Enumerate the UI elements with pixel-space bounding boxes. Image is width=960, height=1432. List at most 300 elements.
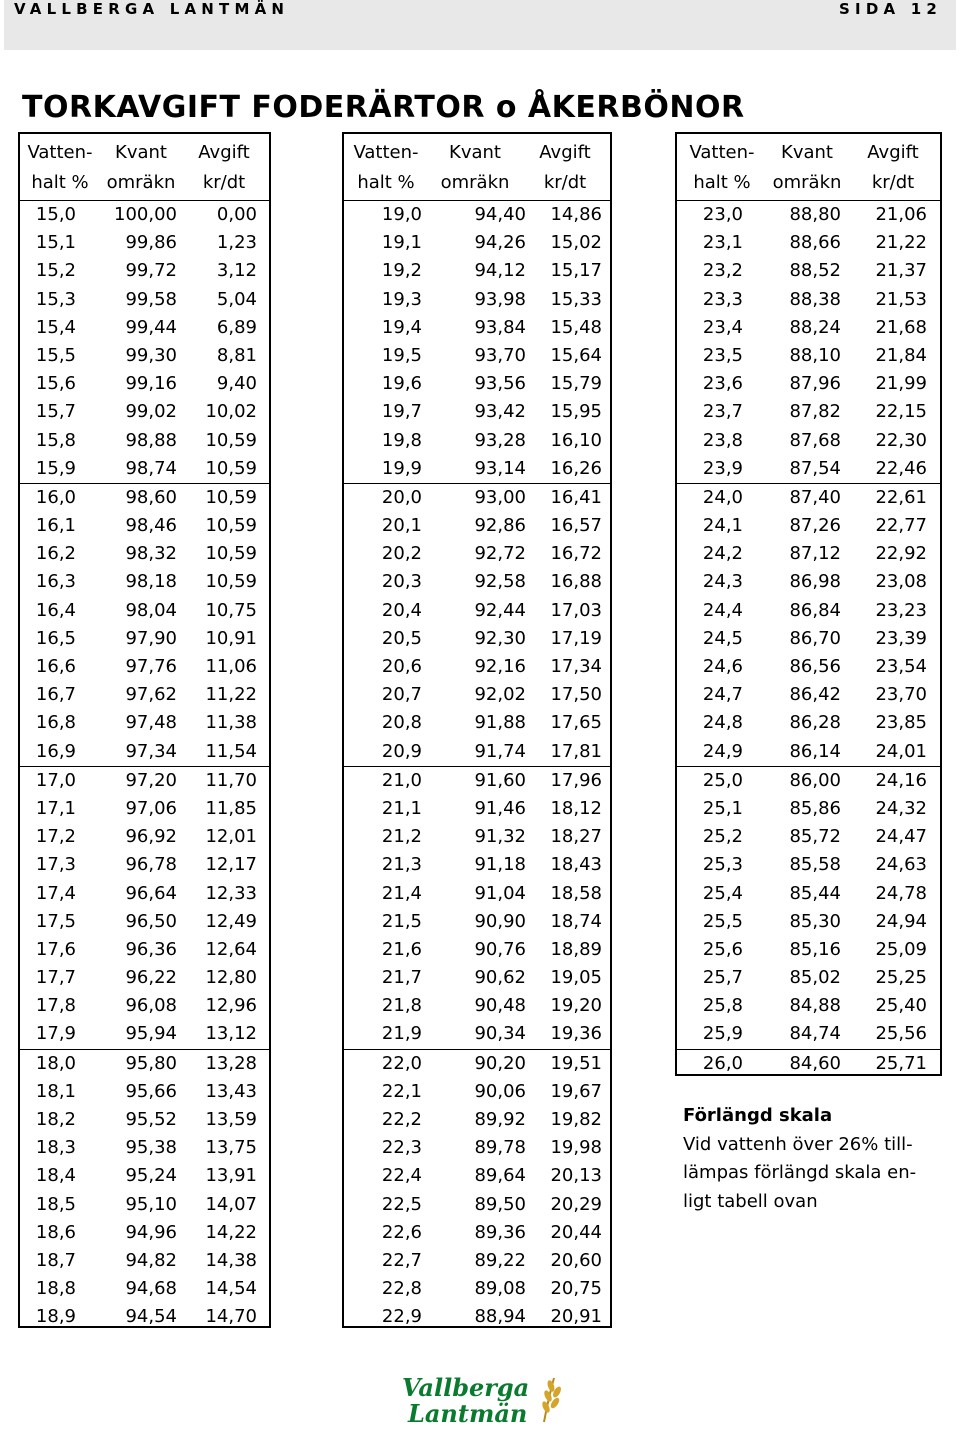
fee-cell: 11,22 [205, 684, 257, 706]
fee-cell: 23,54 [875, 656, 927, 677]
fee-cell: 16,57 [550, 515, 602, 537]
table-row [677, 484, 940, 512]
table-row [344, 1050, 610, 1078]
conversion-cell: 94,68 [125, 1278, 177, 1300]
fee-cell: 10,59 [205, 515, 257, 537]
fee-cell: 24,94 [875, 910, 927, 932]
fee-cell: 19,67 [550, 1080, 602, 1102]
fee-cell: 21,84 [875, 344, 927, 366]
moisture-cell: 19,5 [381, 344, 422, 366]
row-group [677, 483, 940, 766]
moisture-cell: 18,9 [35, 1306, 76, 1328]
conversion-cell: 96,22 [125, 967, 177, 989]
conversion-cell: 88,80 [789, 204, 841, 225]
moisture-cell: 20,2 [381, 543, 422, 565]
table-row [344, 427, 610, 455]
moisture-cell: 18,1 [35, 1080, 76, 1102]
fee-cell: 11,06 [205, 656, 257, 677]
table-row [344, 795, 610, 823]
conversion-cell: 89,78 [474, 1137, 526, 1159]
moisture-cell: 20,7 [381, 684, 422, 706]
row-group [20, 483, 269, 766]
fee-cell: 25,40 [875, 995, 927, 1017]
table-row [20, 767, 269, 795]
conversion-cell: 87,40 [789, 486, 841, 508]
table-row [344, 908, 610, 936]
table-row [344, 398, 610, 426]
fee-cell: 18,12 [550, 797, 602, 819]
moisture-cell: 21,8 [381, 995, 422, 1017]
moisture-cell: 17,6 [35, 938, 76, 960]
conversion-cell: 99,02 [125, 401, 177, 423]
table-row [344, 625, 610, 653]
conversion-cell: 92,30 [474, 627, 526, 649]
moisture-cell: 22,0 [381, 1052, 422, 1074]
conversion-cell: 84,88 [789, 995, 841, 1017]
table-row [20, 1078, 269, 1106]
moisture-cell: 18,7 [35, 1249, 76, 1271]
moisture-cell: 26,0 [702, 1052, 743, 1074]
conversion-cell: 98,60 [125, 486, 177, 508]
fee-cell: 12,49 [205, 910, 257, 932]
moisture-cell: 17,9 [35, 1023, 76, 1045]
conversion-cell: 95,80 [125, 1052, 177, 1074]
conversion-cell: 95,94 [125, 1023, 177, 1045]
conversion-cell: 84,60 [789, 1052, 841, 1074]
table-row [20, 851, 269, 879]
fee-cell: 21,53 [875, 288, 927, 310]
fee-cell: 16,41 [550, 486, 602, 508]
moisture-cell: 21,7 [381, 967, 422, 989]
conversion-cell: 93,70 [474, 344, 526, 366]
conversion-cell: 87,26 [789, 515, 841, 537]
fee-cell: 11,70 [205, 769, 257, 791]
table-row [677, 681, 940, 709]
conversion-cell: 85,02 [789, 967, 841, 989]
moisture-cell: 19,9 [381, 457, 422, 479]
moisture-cell: 17,3 [35, 854, 76, 876]
table-row [677, 709, 940, 737]
moisture-cell: 19,4 [381, 316, 422, 338]
fee-cell: 13,43 [205, 1080, 257, 1102]
table-row [20, 653, 269, 681]
moisture-cell: 24,0 [702, 486, 743, 508]
moisture-cell: 18,0 [35, 1052, 76, 1074]
header-row [677, 168, 940, 198]
fee-cell: 22,15 [875, 401, 927, 423]
moisture-cell: 18,4 [35, 1165, 76, 1187]
fee-cell: 22,30 [875, 429, 927, 451]
table-row [20, 936, 269, 964]
conversion-cell: 91,18 [474, 854, 526, 876]
fee-cell: 15,33 [550, 288, 602, 310]
fee-cell: 0,00 [216, 204, 257, 225]
moisture-cell: 16,5 [35, 627, 76, 649]
moisture-cell: 22,1 [381, 1080, 422, 1102]
table-header [344, 134, 610, 200]
fee-cell: 21,37 [875, 260, 927, 282]
fee-cell: 14,86 [550, 204, 602, 225]
moisture-cell: 25,5 [702, 910, 743, 932]
fee-cell: 10,59 [205, 486, 257, 508]
moisture-cell: 19,3 [381, 288, 422, 310]
fee-cell: 6,89 [216, 316, 257, 338]
fee-cell: 18,43 [550, 854, 602, 876]
moisture-cell: 24,8 [702, 712, 743, 734]
moisture-cell: 21,1 [381, 797, 422, 819]
conversion-cell: 86,42 [789, 684, 841, 706]
table-header [677, 134, 940, 200]
moisture-cell: 15,5 [35, 344, 76, 366]
fee-cell: 20,91 [550, 1306, 602, 1328]
table-row [677, 314, 940, 342]
conversion-cell: 98,18 [125, 571, 177, 593]
fee-cell: 19,82 [550, 1109, 602, 1130]
header-row [677, 138, 940, 168]
moisture-cell: 20,5 [381, 627, 422, 649]
row-group [20, 1049, 269, 1332]
column-header: Vatten- [353, 142, 419, 163]
header-row [344, 168, 610, 198]
fee-cell: 21,22 [875, 232, 927, 254]
moisture-cell: 22,9 [381, 1306, 422, 1328]
conversion-cell: 97,76 [125, 656, 177, 677]
conversion-cell: 89,92 [474, 1109, 526, 1130]
moisture-cell: 22,8 [381, 1278, 422, 1300]
table-row [677, 880, 940, 908]
fee-cell: 13,28 [205, 1052, 257, 1074]
fee-cell: 16,26 [550, 457, 602, 479]
table-row [677, 964, 940, 992]
moisture-cell: 20,4 [381, 599, 422, 621]
fee-cell: 21,06 [875, 204, 927, 225]
fee-cell: 24,78 [875, 882, 927, 904]
conversion-cell: 91,74 [474, 740, 526, 762]
moisture-cell: 17,0 [35, 769, 76, 791]
table-row [677, 370, 940, 398]
moisture-cell: 22,3 [381, 1137, 422, 1159]
fee-cell: 10,59 [205, 429, 257, 451]
fee-cell: 23,23 [875, 599, 927, 621]
column-header: halt % [693, 172, 751, 193]
column-header: kr/dt [543, 172, 587, 193]
fee-cell: 15,48 [550, 316, 602, 338]
fee-cell: 10,75 [205, 599, 257, 621]
moisture-cell: 19,7 [381, 401, 422, 423]
row-group [677, 766, 940, 1049]
fee-cell: 15,64 [550, 344, 602, 366]
fee-cell: 16,10 [550, 429, 602, 451]
table-row [344, 992, 610, 1020]
conversion-cell: 96,36 [125, 938, 177, 960]
conversion-cell: 95,10 [125, 1193, 177, 1215]
moisture-cell: 22,2 [381, 1109, 422, 1130]
fee-cell: 25,56 [875, 1023, 927, 1045]
moisture-cell: 15,2 [35, 260, 76, 282]
table-row [20, 1162, 269, 1190]
moisture-cell: 23,3 [702, 288, 743, 310]
moisture-cell: 24,2 [702, 543, 743, 565]
conversion-cell: 93,84 [474, 316, 526, 338]
conversion-cell: 98,32 [125, 543, 177, 565]
table-row [677, 851, 940, 879]
table-row [344, 257, 610, 285]
conversion-cell: 90,34 [474, 1023, 526, 1045]
fee-cell: 17,19 [550, 627, 602, 649]
column-header: Kvant [781, 142, 833, 163]
conversion-cell: 95,38 [125, 1137, 177, 1159]
moisture-cell: 25,9 [702, 1023, 743, 1045]
fee-cell: 20,29 [550, 1193, 602, 1215]
moisture-cell: 16,3 [35, 571, 76, 593]
table-row [677, 738, 940, 766]
moisture-cell: 24,6 [702, 656, 743, 677]
table-row [344, 1134, 610, 1162]
conversion-cell: 91,88 [474, 712, 526, 734]
company-logo [398, 1370, 568, 1428]
moisture-cell: 16,1 [35, 515, 76, 537]
table-row [20, 1020, 269, 1048]
moisture-cell: 23,9 [702, 457, 743, 479]
row-group [677, 1049, 940, 1078]
conversion-cell: 86,28 [789, 712, 841, 734]
table-row [20, 738, 269, 766]
column-header: Avgift [867, 142, 919, 163]
fee-cell: 21,68 [875, 316, 927, 338]
moisture-cell: 24,5 [702, 627, 743, 649]
table-row [20, 1134, 269, 1162]
conversion-cell: 96,78 [125, 854, 177, 876]
moisture-cell: 15,4 [35, 316, 76, 338]
row-group [20, 766, 269, 1049]
conversion-cell: 85,86 [789, 797, 841, 819]
conversion-cell: 96,08 [125, 995, 177, 1017]
moisture-cell: 21,2 [381, 826, 422, 848]
fee-cell: 23,08 [875, 571, 927, 593]
fee-cell: 10,59 [205, 457, 257, 479]
moisture-cell: 25,4 [702, 882, 743, 904]
table-row [20, 1219, 269, 1247]
fee-cell: 12,80 [205, 967, 257, 989]
conversion-cell: 90,48 [474, 995, 526, 1017]
fee-table-2 [342, 132, 612, 1328]
moisture-cell: 15,9 [35, 457, 76, 479]
conversion-cell: 99,86 [125, 232, 177, 254]
moisture-cell: 20,0 [381, 486, 422, 508]
conversion-cell: 92,58 [474, 571, 526, 593]
column-header: Avgift [539, 142, 591, 163]
conversion-cell: 95,24 [125, 1165, 177, 1187]
fee-cell: 20,75 [550, 1278, 602, 1300]
fee-cell: 19,36 [550, 1023, 602, 1045]
table-row [677, 795, 940, 823]
table-row [677, 653, 940, 681]
table-row [20, 427, 269, 455]
logo-line-2: Lantmän [408, 1399, 528, 1428]
conversion-cell: 88,10 [789, 344, 841, 366]
moisture-cell: 22,4 [381, 1165, 422, 1187]
moisture-cell: 21,5 [381, 910, 422, 932]
table-row [20, 257, 269, 285]
moisture-cell: 23,0 [702, 204, 743, 225]
conversion-cell: 99,58 [125, 288, 177, 310]
fee-cell: 12,64 [205, 938, 257, 960]
conversion-cell: 99,16 [125, 373, 177, 395]
fee-cell: 13,75 [205, 1137, 257, 1159]
moisture-cell: 15,6 [35, 373, 76, 395]
table-row [344, 229, 610, 257]
moisture-cell: 15,8 [35, 429, 76, 451]
conversion-cell: 91,60 [474, 769, 526, 791]
fee-cell: 22,77 [875, 515, 927, 537]
moisture-cell: 23,6 [702, 373, 743, 395]
table-row [344, 1191, 610, 1219]
conversion-cell: 97,34 [125, 740, 177, 762]
table-row [20, 795, 269, 823]
table-row [677, 625, 940, 653]
fee-cell: 8,81 [216, 344, 257, 366]
table-row [344, 286, 610, 314]
moisture-cell: 16,2 [35, 543, 76, 565]
conversion-cell: 90,62 [474, 967, 526, 989]
conversion-cell: 93,00 [474, 486, 526, 508]
table-row [344, 1247, 610, 1275]
table-row [344, 1219, 610, 1247]
table-row [344, 201, 610, 229]
table-row [677, 1020, 940, 1048]
fee-cell: 17,96 [550, 769, 602, 791]
moisture-cell: 21,6 [381, 938, 422, 960]
table-row [20, 314, 269, 342]
fee-cell: 12,01 [205, 826, 257, 848]
conversion-cell: 86,14 [789, 740, 841, 762]
conversion-cell: 86,56 [789, 656, 841, 677]
moisture-cell: 17,4 [35, 882, 76, 904]
conversion-cell: 93,98 [474, 288, 526, 310]
moisture-cell: 19,2 [381, 260, 422, 282]
moisture-cell: 24,4 [702, 599, 743, 621]
conversion-cell: 87,82 [789, 401, 841, 423]
moisture-cell: 15,7 [35, 401, 76, 423]
table-row [344, 512, 610, 540]
table-row [677, 229, 940, 257]
conversion-cell: 87,68 [789, 429, 841, 451]
table-row [677, 201, 940, 229]
moisture-cell: 16,0 [35, 486, 76, 508]
moisture-cell: 17,1 [35, 797, 76, 819]
table-header [20, 134, 269, 200]
column-header: kr/dt [202, 172, 246, 193]
moisture-cell: 22,5 [381, 1193, 422, 1215]
fee-cell: 20,60 [550, 1249, 602, 1271]
table-row [677, 427, 940, 455]
fee-cell: 24,01 [875, 740, 927, 762]
moisture-cell: 24,7 [702, 684, 743, 706]
conversion-cell: 94,54 [125, 1306, 177, 1328]
moisture-cell: 25,0 [702, 769, 743, 791]
moisture-cell: 23,4 [702, 316, 743, 338]
fee-cell: 15,02 [550, 232, 602, 254]
row-group [20, 200, 269, 483]
column-header: omräkn [106, 172, 176, 193]
row-group [344, 483, 610, 766]
conversion-cell: 89,36 [474, 1221, 526, 1243]
fee-cell: 17,50 [550, 684, 602, 706]
conversion-cell: 86,84 [789, 599, 841, 621]
fee-cell: 19,98 [550, 1137, 602, 1159]
fee-cell: 13,91 [205, 1165, 257, 1187]
moisture-cell: 18,3 [35, 1137, 76, 1159]
conversion-cell: 90,20 [474, 1052, 526, 1074]
table-row [20, 681, 269, 709]
column-header: Kvant [449, 142, 501, 163]
moisture-cell: 22,6 [381, 1221, 422, 1243]
conversion-cell: 92,16 [474, 656, 526, 677]
row-group [344, 766, 610, 1049]
table-row [20, 992, 269, 1020]
fee-cell: 14,54 [205, 1278, 257, 1300]
column-header: halt % [31, 172, 89, 193]
table-row [677, 286, 940, 314]
moisture-cell: 20,1 [381, 515, 422, 537]
table-row [344, 314, 610, 342]
fee-cell: 22,46 [875, 457, 927, 479]
moisture-cell: 20,9 [381, 740, 422, 762]
moisture-cell: 20,3 [381, 571, 422, 593]
table-row [20, 484, 269, 512]
conversion-cell: 85,30 [789, 910, 841, 932]
table-row [20, 1191, 269, 1219]
table-row [344, 597, 610, 625]
table-row [344, 455, 610, 483]
table-row [344, 484, 610, 512]
table-row [677, 992, 940, 1020]
moisture-cell: 25,7 [702, 967, 743, 989]
fee-cell: 10,59 [205, 543, 257, 565]
fee-cell: 5,04 [216, 288, 257, 310]
conversion-cell: 85,44 [789, 882, 841, 904]
moisture-cell: 20,6 [381, 656, 422, 677]
conversion-cell: 85,58 [789, 854, 841, 876]
moisture-cell: 21,4 [381, 882, 422, 904]
table-row [344, 767, 610, 795]
table-row [20, 540, 269, 568]
conversion-cell: 86,70 [789, 627, 841, 649]
note-line: ligt tabell ovan [683, 1190, 818, 1212]
table-row [20, 1247, 269, 1275]
conversion-cell: 97,62 [125, 684, 177, 706]
row-group [344, 1049, 610, 1332]
conversion-cell: 92,72 [474, 543, 526, 565]
fee-cell: 18,74 [550, 910, 602, 932]
conversion-cell: 88,24 [789, 316, 841, 338]
fee-cell: 19,05 [550, 967, 602, 989]
table-row [20, 1106, 269, 1134]
conversion-cell: 97,90 [125, 627, 177, 649]
table-row [344, 709, 610, 737]
column-header: Vatten- [689, 142, 755, 163]
fee-cell: 12,17 [205, 854, 257, 876]
conversion-cell: 92,86 [474, 515, 526, 537]
conversion-cell: 97,48 [125, 712, 177, 734]
moisture-cell: 16,8 [35, 712, 76, 734]
page-header [4, 0, 956, 50]
moisture-cell: 16,6 [35, 656, 76, 677]
fee-cell: 17,34 [550, 656, 602, 677]
page-title: TORKAVGIFT FODERÄRTOR o ÅKERBÖNOR [22, 90, 745, 125]
table-row [344, 1162, 610, 1190]
fee-cell: 19,51 [550, 1052, 602, 1074]
